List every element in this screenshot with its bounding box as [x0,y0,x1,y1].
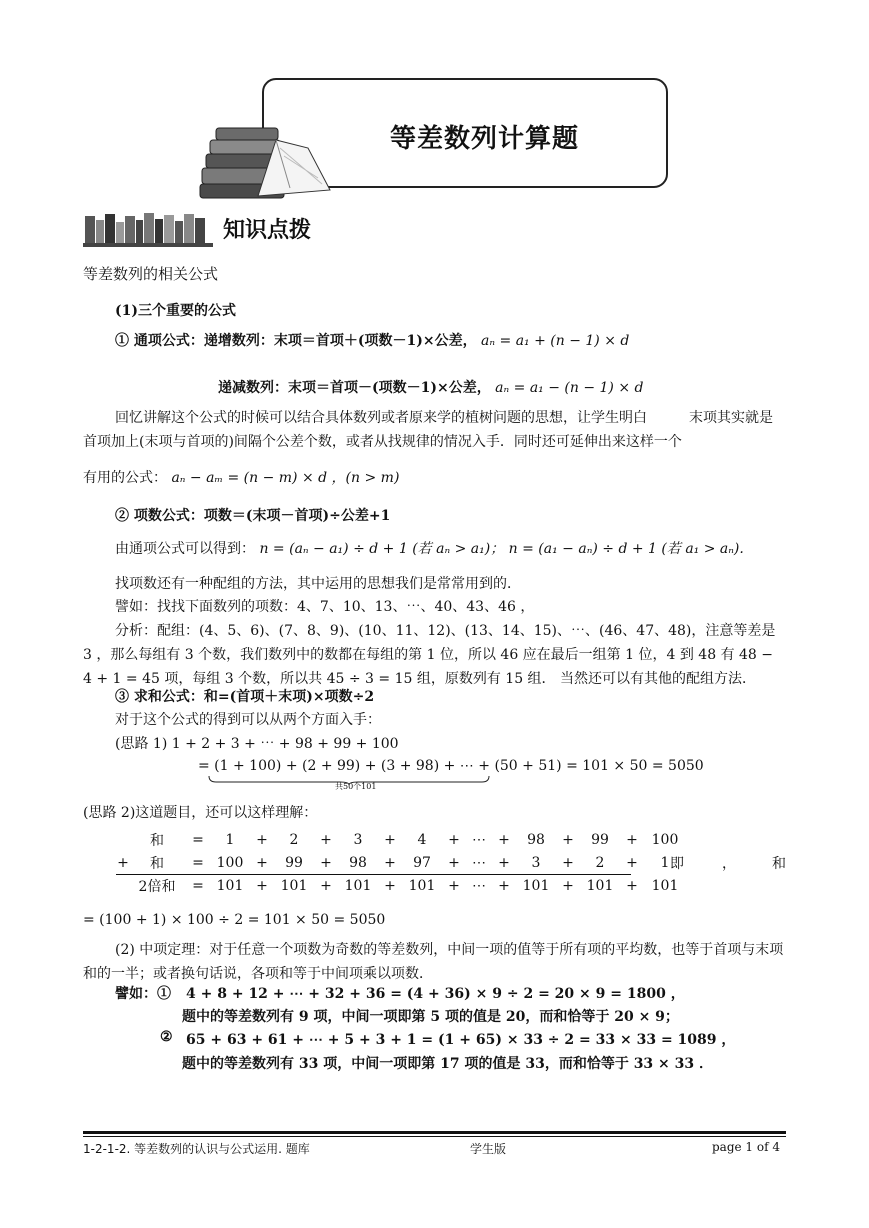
decreasing-formula: aₙ = a₁ − (n − 1) × d [495,380,644,396]
idea-1: (思路 1) 1 + 2 + 3 + ⋯ + 98 + 99 + 100 [115,736,399,752]
example-1: 4 + 8 + 12 + ⋯ + 32 + 36 = (4 + 36) × 9 ÷ 2 = 20 × 9 = 1800 ， [186,986,685,1002]
sum-table [116,828,684,897]
footer-edition: 学生版 [470,1142,507,1156]
table-row: 和 = 1 + 2 + 3 + 4 + ⋯ + 98 + 99 + 100 [150,831,679,849]
section-title: 知识点拨 [223,218,312,243]
idea-1-result: = 101 × 50 = 5050 [566,758,704,774]
brace-label: 共50个101 [335,782,377,791]
footer-rule [83,1131,786,1134]
derived-formula: n = (aₙ − a₁) ÷ d + 1 (若 aₙ > a₁)； n = (a₁ − aₙ) ÷ d + 1 (若 a₁ > aₙ). [259,541,744,557]
example-sequence: 譬如：找找下面数列的项数：4、7、10、13、⋯、40、43、46 ， [115,599,535,615]
sum-formula: ③ 求和公式：和=(首项＋末项)×项数÷2 [115,689,375,705]
term-count-formula: ② 项数公式：项数＝(末项－首项)÷公差+1 [115,508,391,524]
useful-formula-label: 有用的公式： [83,470,167,486]
table-row: 2倍和 = 101 + 101 + 101 + 101 + ⋯ + 101 + 101 + 101 [138,877,679,895]
grouping-intro: 找项数还有一种配组的方法，其中运用的思想我们是常常用到的． [115,576,521,592]
idea-2-result: = (100 + 1) × 100 ÷ 2 = 101 × 50 = 5050 [83,912,386,928]
example-label: 譬如：① [115,986,171,1002]
analysis-paragraph: 分析：配组：(4、5、6)、(7、8、9)、(10、11、12)、(13、14、15)、⋯、(46、47、48)，注意等差是 3 ，那么每组有 3 个数，我们数列中的数都在每组的第 1 位，所以 46 应在最后一组第 1 位，4 到 48 有 48 − 4 + 1 = 45 项，每组 3 个数，所以共 45 ÷ 3 = 15 组，原数列有 15 组． 当然还可以有其他的配组方法． [83,623,776,687]
section-subtitle: 等差数列的相关公式 [83,265,219,283]
recall-paragraph: 回忆讲解这个公式的时候可以结合具体数列或者原来学的植树问题的思想，让学生明白 末项其实就是首项加上(末项与首项的)间隔个公差个数，或者从找规律的情况入手．同时还可延伸出来这样一个 [83,410,773,450]
useful-formula: aₙ − aₘ = (n − m) × d ，(n > m) [171,470,400,486]
page-title: 等差数列计算题 [390,124,580,154]
table-divider [116,874,631,875]
idea-1-pairs: = (1 + 100) + (2 + 99) + (3 + 98) + ⋯ + (50 + 51) [198,758,562,774]
idea-2: (思路 2)这道题目，还可以这样理解： [83,805,318,821]
general-term-label: ① 通项公式：递增数列：末项＝首项＋(项数－1)×公差， [115,333,477,349]
heading-formulas: (1)三个重要的公式 [115,303,236,319]
footer-rule-thin [83,1136,786,1137]
example-2: 65 + 63 + 61 + ⋯ + 5 + 3 + 1 = (1 + 65) × 33 ÷ 2 = 33 × 33 = 1089 ， [186,1032,736,1048]
table-side-1: 即 [670,856,684,872]
books-icon [198,126,338,206]
footer-page: page 1 of 4 [712,1140,780,1154]
table-side-3: 和 [772,856,786,872]
derived-label: 由通项公式可以得到： [115,541,255,557]
middle-term-theorem: (2) 中项定理：对于任意一个项数为奇数的等差数列，中间一项的值等于所有项的平均数，也等于首项与末项和的一半；或者换句话说，各项和等于中间项乘以项数． [83,942,784,982]
sum-intro: 对于这个公式的得到可以从两个方面入手： [115,712,381,728]
table-row: + 和 = 100 + 99 + 98 + 97 + ⋯ + 3 + 2 + 1 [117,854,670,872]
footer-source: 1-2-1-2. 等差数列的认识与公式运用. 题库 [83,1142,310,1156]
table-side-2: ， [722,856,736,872]
example-1-note: 题中的等差数列有 9 项，中间一项即第 5 项的值是 20，而和恰等于 20 × 9； [182,1009,679,1025]
bookshelf-icon [83,210,213,248]
example-2-note: 题中的等差数列有 33 项，中间一项即第 17 项的值是 33，而和恰等于 33 × 33 ． [182,1056,714,1072]
decreasing-label: 递减数列：末项＝首项－(项数－1)×公差， [218,380,491,396]
example-2-label: ② [160,1029,173,1045]
general-term-formula: aₙ = a₁ + (n − 1) × d [481,333,630,349]
